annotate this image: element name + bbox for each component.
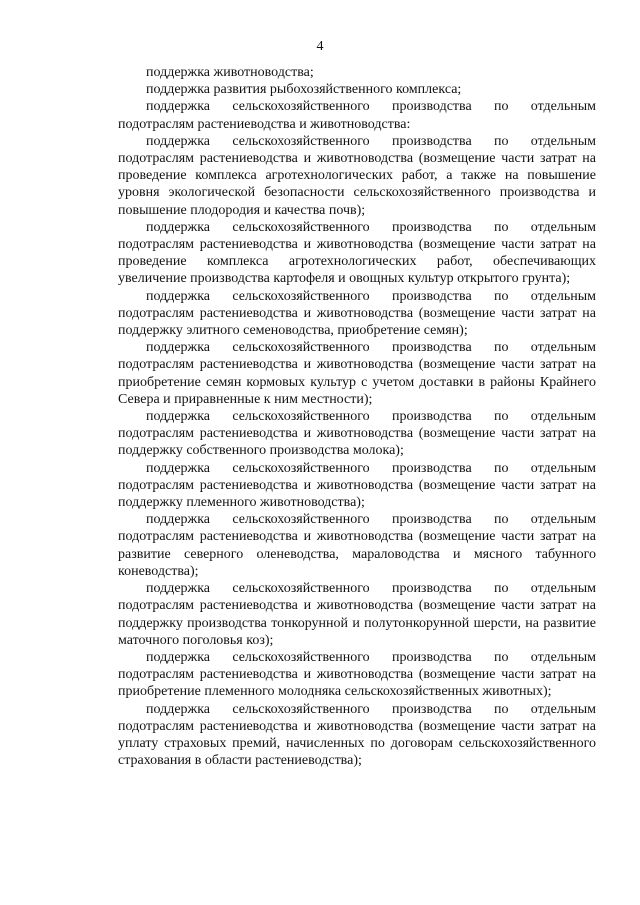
paragraph: поддержка сельскохозяйственного производства по отдельным подотраслям растениеводства и животноводства (возмещение части затрат на поддержку элитного семеноводства, приобретение семян);: [118, 288, 596, 339]
paragraph: поддержка сельскохозяйственного производства по отдельным подотраслям растениеводства и животноводства (возмещение части затрат на уплату страховых премий, начисленных по договорам сельскохозяйственного страхования в области растениеводства);: [118, 701, 596, 769]
paragraph: поддержка животноводства;: [146, 65, 314, 80]
paragraph: поддержка сельскохозяйственного производства по отдельным подотраслям растениеводства и животноводства (возмещение части затрат на проведение комплекса агротехнологических работ, а также на повышение уровня экологической безопасности сельскохозяйственного производства и повышение плодородия и качества почв);: [118, 133, 596, 218]
page-number: 4: [316, 39, 324, 54]
paragraph: поддержка сельскохозяйственного производства по отдельным подотраслям растениеводства и животноводства (возмещение части затрат на развитие северного оленеводства, мараловодства и мясного табунного коневодства);: [118, 512, 596, 579]
paragraph: поддержка сельскохозяйственного производства по отдельным подотраслям растениеводства и животноводства (возмещение части затрат на приобретение семян кормовых культур с учетом доставки в районы Крайнего Севера и приравненные к ним местности);: [118, 340, 596, 407]
paragraph: поддержка сельскохозяйственного производства по отдельным подотраслям растениеводства и животноводства (возмещение части затрат на поддержку собственного производства молока);: [118, 409, 596, 459]
paragraph: поддержка сельскохозяйственного производства по отдельным подотраслям растениеводства и животноводства (возмещение части затрат на поддержку племенного животноводства);: [118, 460, 596, 511]
paragraph: поддержка развития рыбохозяйственного комплекса;: [146, 82, 462, 98]
paragraph: поддержка сельскохозяйственного производства по отдельным подотраслям растениеводства и животноводства (возмещение части затрат на приобретение племенного молодняка сельскохозяйственных животных);: [118, 649, 596, 700]
paragraph: поддержка сельскохозяйственного производства по отдельным подотраслям растениеводства и животноводства (возмещение части затрат на проведение комплекса агротехнологических работ, обеспечивающих увеличение производства картофеля и овощных культур открытого грунта);: [118, 219, 596, 287]
paragraph: поддержка сельскохозяйственного производства по отдельным подотраслям растениеводства и животноводства (возмещение части затрат на поддержку производства тонкорунной и полутонкорунной шерсти, на развитие маточного поголовья коз);: [118, 581, 596, 648]
paragraph: поддержка сельскохозяйственного производства по отдельным подотраслям растениеводства и животноводства:: [118, 99, 596, 132]
document-body: [118, 64, 596, 769]
